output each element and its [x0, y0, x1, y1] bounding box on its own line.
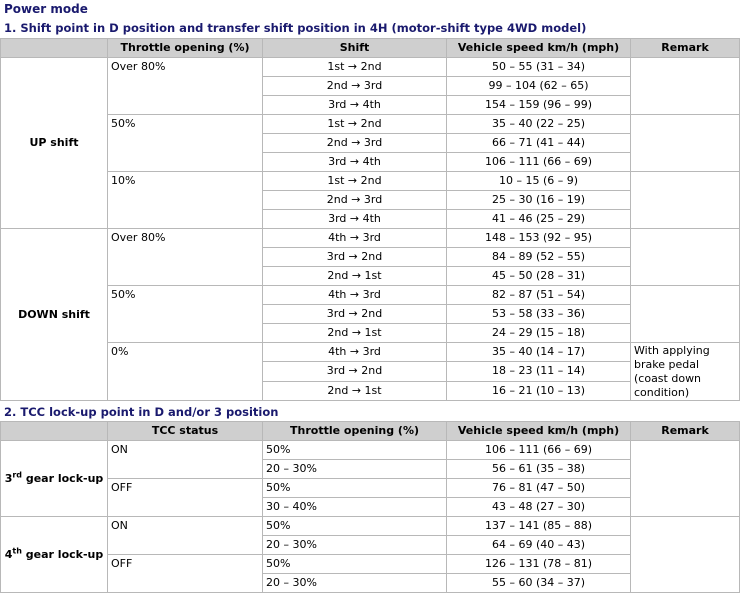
table-row — [1, 229, 740, 248]
header-empty — [1, 422, 108, 441]
page-title: Power mode — [4, 2, 88, 16]
speed-cell: 16 – 21 (10 – 13) — [447, 381, 631, 400]
gear-lockup-label — [1, 441, 108, 517]
header-tcc-status: TCC status — [108, 422, 263, 441]
speed-cell: 18 – 23 (11 – 14) — [447, 362, 631, 381]
shift-cell: 2nd → 1st — [263, 267, 447, 286]
speed-cell: 154 – 159 (96 – 99) — [447, 96, 631, 115]
speed-cell: 56 – 61 (35 – 38) — [447, 460, 631, 479]
shift-cell: 3rd → 4th — [263, 210, 447, 229]
shift-cell: 1st → 2nd — [263, 172, 447, 191]
tcc-table-body — [1, 441, 740, 593]
speed-cell: 64 – 69 (40 – 43) — [447, 536, 631, 555]
throttle-cell: 50% — [108, 286, 263, 343]
gear-label-text: gear lock-up — [22, 471, 104, 485]
remark-cell — [631, 58, 740, 115]
table-row — [1, 58, 740, 77]
speed-cell: 35 – 40 (14 – 17) — [447, 343, 631, 362]
speed-cell: 43 – 48 (27 – 30) — [447, 498, 631, 517]
speed-cell: 25 – 30 (16 – 19) — [447, 191, 631, 210]
speed-cell: 76 – 81 (47 – 50) — [447, 479, 631, 498]
throttle-cell: 50% — [263, 517, 447, 536]
gear-lockup-label — [1, 517, 108, 593]
remark-cell — [631, 286, 740, 343]
tcc-status-cell: ON — [108, 441, 263, 479]
shift-table-header-row — [1, 39, 740, 58]
shift-cell: 2nd → 3rd — [263, 77, 447, 96]
throttle-cell: 10% — [108, 172, 263, 229]
header-remark: Remark — [631, 39, 740, 58]
header-speed: Vehicle speed km/h (mph) — [447, 422, 631, 441]
shift-cell: 3rd → 2nd — [263, 305, 447, 324]
table-row — [1, 517, 740, 536]
gear-ordinal-suffix: th — [12, 545, 22, 555]
speed-cell: 50 – 55 (31 – 34) — [447, 58, 631, 77]
table-row — [1, 343, 740, 362]
table-row — [1, 172, 740, 191]
gear-number: 3 — [4, 471, 13, 485]
header-empty — [1, 39, 108, 58]
speed-cell: 35 – 40 (22 – 25) — [447, 115, 631, 134]
speed-cell: 55 – 60 (34 – 37) — [447, 574, 631, 593]
section2-title: 2. TCC lock-up point in D and/or 3 position — [4, 405, 279, 419]
speed-cell: 106 – 111 (66 – 69) — [447, 441, 631, 460]
throttle-cell: 50% — [263, 441, 447, 460]
shift-group-label: UP shift — [1, 58, 108, 229]
remark-cell — [631, 229, 740, 286]
throttle-cell: 50% — [108, 115, 263, 172]
shift-cell: 4th → 3rd — [263, 286, 447, 305]
throttle-cell: 50% — [263, 479, 447, 498]
shift-point-table — [0, 38, 740, 401]
header-throttle: Throttle opening (%) — [108, 39, 263, 58]
speed-cell: 45 – 50 (28 – 31) — [447, 267, 631, 286]
shift-cell: 3rd → 4th — [263, 96, 447, 115]
remark-cell — [631, 517, 740, 593]
speed-cell: 126 – 131 (78 – 81) — [447, 555, 631, 574]
header-remark: Remark — [631, 422, 740, 441]
speed-cell: 99 – 104 (62 – 65) — [447, 77, 631, 96]
tcc-status-cell: OFF — [108, 555, 263, 593]
speed-cell: 53 – 58 (33 – 36) — [447, 305, 631, 324]
shift-cell: 3rd → 2nd — [263, 362, 447, 381]
speed-cell: 137 – 141 (85 – 88) — [447, 517, 631, 536]
speed-cell: 41 – 46 (25 – 29) — [447, 210, 631, 229]
tcc-status-cell: OFF — [108, 479, 263, 517]
gear-ordinal-suffix: rd — [12, 469, 23, 479]
table-row — [1, 479, 740, 498]
throttle-cell: Over 80% — [108, 58, 263, 115]
shift-cell: 1st → 2nd — [263, 115, 447, 134]
throttle-cell: Over 80% — [108, 229, 263, 286]
remark-cell: With applying brake pedal (coast down condition) — [631, 343, 740, 401]
throttle-cell: 20 – 30% — [263, 460, 447, 479]
shift-table-body — [1, 58, 740, 401]
remark-cell — [631, 172, 740, 229]
speed-cell: 66 – 71 (41 – 44) — [447, 134, 631, 153]
speed-cell: 82 – 87 (51 – 54) — [447, 286, 631, 305]
speed-cell: 10 – 15 (6 – 9) — [447, 172, 631, 191]
speed-cell: 148 – 153 (92 – 95) — [447, 229, 631, 248]
throttle-cell: 20 – 30% — [263, 574, 447, 593]
table-row — [1, 115, 740, 134]
shift-cell: 4th → 3rd — [263, 343, 447, 362]
gear-number: 4 — [4, 547, 13, 561]
gear-label-text: gear lock-up — [21, 547, 104, 561]
throttle-cell: 0% — [108, 343, 263, 401]
shift-cell: 2nd → 1st — [263, 324, 447, 343]
remark-cell — [631, 115, 740, 172]
throttle-cell: 50% — [263, 555, 447, 574]
table-row — [1, 286, 740, 305]
shift-cell: 4th → 3rd — [263, 229, 447, 248]
speed-cell: 106 – 111 (66 – 69) — [447, 153, 631, 172]
speed-cell: 24 – 29 (15 – 18) — [447, 324, 631, 343]
shift-cell: 3rd → 4th — [263, 153, 447, 172]
table-row — [1, 441, 740, 460]
section1-title: 1. Shift point in D position and transfer shift position in 4H (motor-shift type 4WD model) — [4, 21, 587, 35]
shift-cell: 3rd → 2nd — [263, 248, 447, 267]
tcc-status-cell: ON — [108, 517, 263, 555]
throttle-cell: 20 – 30% — [263, 536, 447, 555]
shift-cell: 2nd → 3rd — [263, 191, 447, 210]
tcc-table-header-row — [1, 422, 740, 441]
header-speed: Vehicle speed km/h (mph) — [447, 39, 631, 58]
tcc-table — [0, 421, 740, 593]
header-throttle: Throttle opening (%) — [263, 422, 447, 441]
throttle-cell: 30 – 40% — [263, 498, 447, 517]
header-shift: Shift — [263, 39, 447, 58]
remark-cell — [631, 441, 740, 517]
shift-cell: 2nd → 1st — [263, 381, 447, 400]
shift-group-label: DOWN shift — [1, 229, 108, 401]
speed-cell: 84 – 89 (52 – 55) — [447, 248, 631, 267]
table-row — [1, 555, 740, 574]
shift-cell: 2nd → 3rd — [263, 134, 447, 153]
shift-cell: 1st → 2nd — [263, 58, 447, 77]
